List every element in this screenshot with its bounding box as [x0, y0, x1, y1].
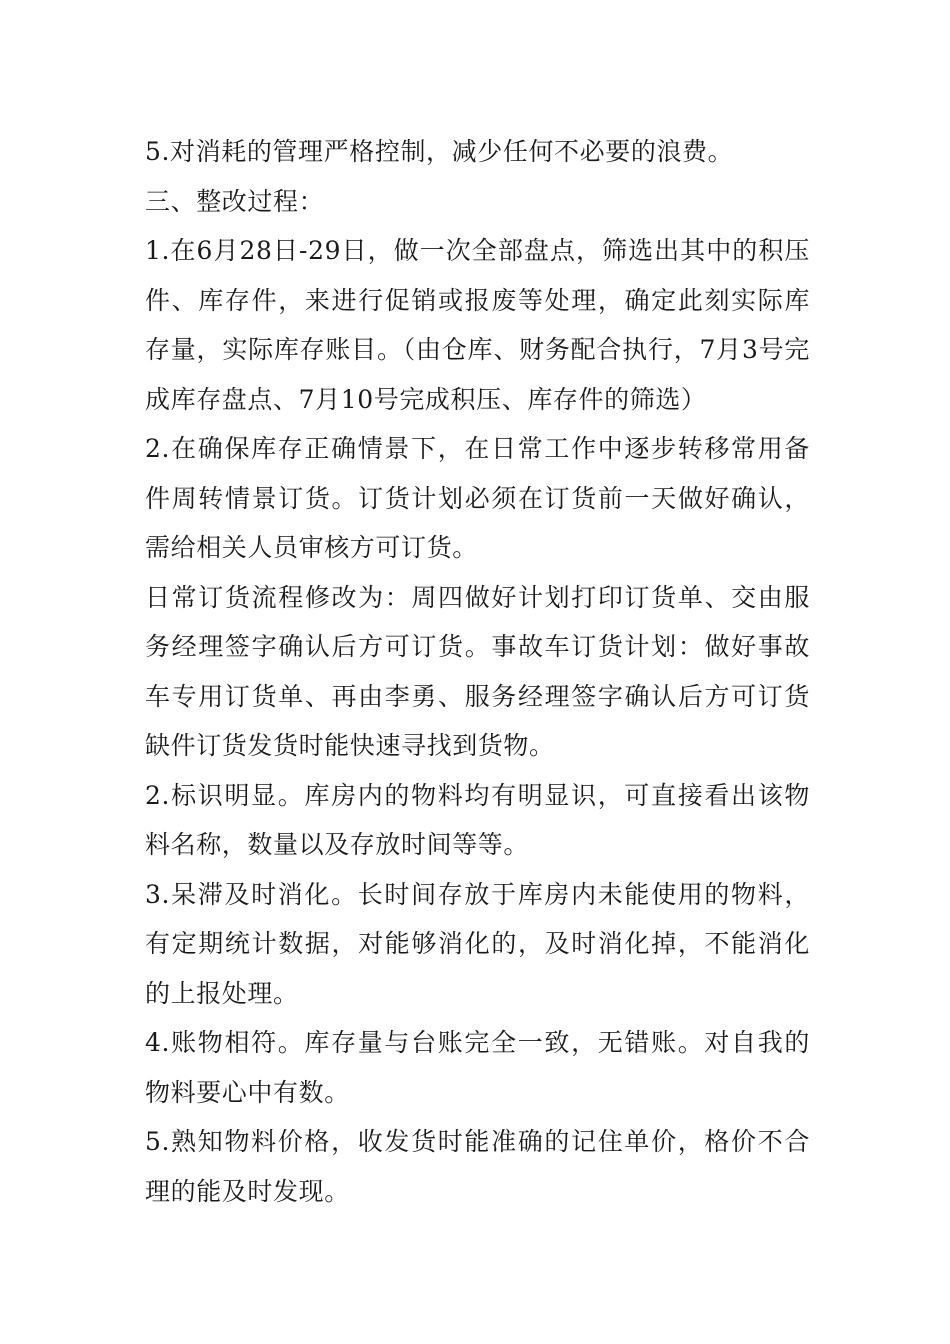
section-heading-rectification-process: 三、整改过程： — [145, 186, 325, 216]
paragraph-daily-order-process: 日常订货流程修改为：周四做好计划打印订货单、交由服务经理签字确认后方可订货。事故车订货计划：做好事故车专用订货单、再由李勇、服务经理签字确认后方可订货缺件订货发货时能快速寻找到货物。 — [145, 582, 810, 760]
paragraph-material-prices: 5.熟知物料价格，收发货时能准确的记住单价，格价不合理的能及时发现。 — [145, 1127, 810, 1206]
paragraph-consumption-control: 5.对消耗的管理严格控制，减少任何不必要的浪费。 — [145, 137, 734, 166]
document-body — [145, 127, 810, 1216]
paragraph-ordering-plan: 2.在确保库存正确情景下，在日常工作中逐步转移常用备件周转情景订货。订货计划必须在订货前一天做好确认，需给相关人员审核方可订货。 — [145, 434, 810, 562]
paragraph-stagnant-stock: 3.呆滞及时消化。长时间存放于库房内未能使用的物料，有定期统计数据，对能够消化的，及时消化掉，不能消化的上报处理。 — [145, 879, 810, 1008]
paragraph-clear-labeling: 2.标识明显。库房内的物料均有明显识，可直接看出该物料名称，数量以及存放时间等等。 — [145, 780, 810, 859]
paragraph-full-inventory-count: 1.在6月28日-29日，做一次全部盘点，筛选出其中的积压件、库存件，来进行促销或报废等处理，确定此刻实际库存量，实际库存账目。（由仓库、财务配合执行，7月3号完成库存盘点、7月10号完成积压、库存件的筛选） — [145, 236, 810, 414]
paragraph-account-match: 4.账物相符。库存量与台账完全一致，无错账。对自我的物料要心中有数。 — [145, 1028, 810, 1107]
